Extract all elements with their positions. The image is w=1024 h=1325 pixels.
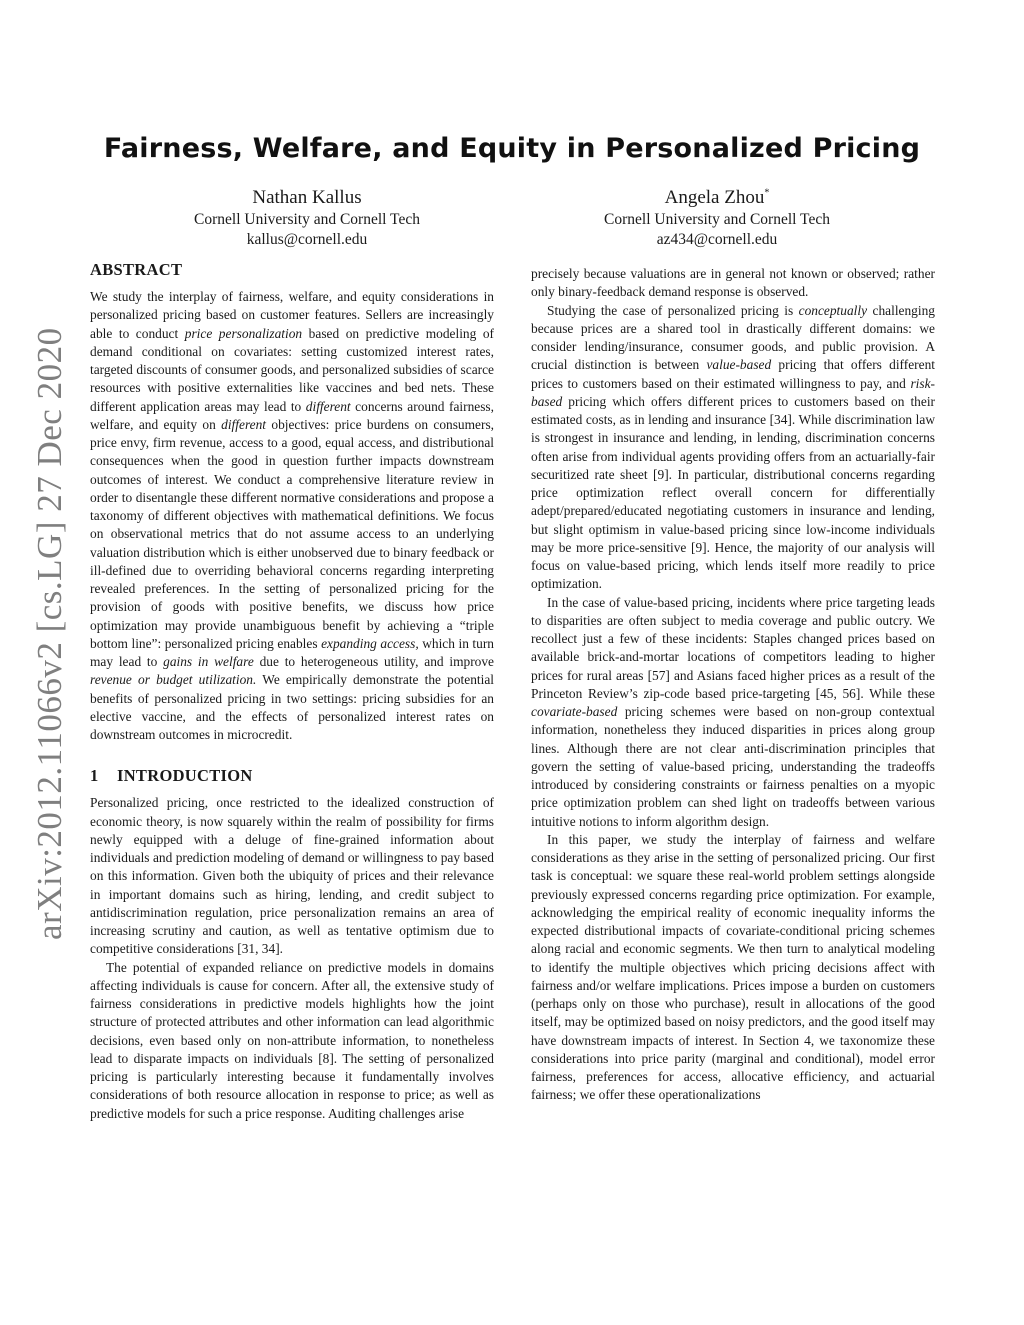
introduction-paragraph: The potential of expanded reliance on predictive models in domains affecting individuals is cause for concern. After all, the extensive study of fairness considerations in predictive models highlights how the joint structure of protected attributes and other information can lead algorithmic decisions, even based only on non-attribute information, to nonetheless lead to disparate impacts on individuals [8]. The setting of personalized pricing is particularly interesting because it fundamentally involves considerations of both resource allocation in response to price; as well as predictive models for such a price response. Auditing challenges arise bbox=[90, 959, 494, 1121]
abstract-text: We study the interplay of fairness, welfare, and equity considerations in personalized pricing based on customer features. Sellers are increasingly able to conduct price personalization based on predictive modeling of demand conditional on covariates: setting customized interest rates, targeted discounts of consumer goods, and personalized subsidies of scarce resources with positive externalities like vaccines and bed nets. These different application areas may lead to different concerns around fairness, welfare, and equity on different objectives: price burdens on consumers, price envy, firm revenue, access to a good, equal access, and distributional consequences when the good in question further impacts downstream outcomes of interest. We conduct a comprehensive literature review in order to disentangle these different normative considerations and propose a taxonomy of different objectives with mathematical definitions. We focus on observational metrics that do not assume access to an underlying valuation distribution which is either unobserved due to binary feedback or ill-defined due to overriding behavioral concerns regarding interpreting revealed preferences. In the setting of personalized pricing for the provision of goods with positive benefits, we discuss how price optimization may provide unambiguous benefit by achieving a “triple bottom line”: personalized pricing enables expanding access, which in turn may lead to gains in welfare due to heterogeneous utility, and improve revenue or budget utilization. We empirically demonstrate the potential benefits of personalized pricing in two settings: pricing subsidies for an elective vaccine, and the effects of personalized interest rates on downstream outcomes in microcredit. bbox=[90, 289, 495, 742]
abstract-heading: ABSTRACT bbox=[90, 260, 183, 279]
author-footnote-mark: * bbox=[764, 187, 770, 199]
author-name: Nathan Kallus bbox=[252, 187, 362, 208]
body-paragraph: Studying the case of personalized pricing is conceptually challenging because prices are a shared tool in drastically different domains: we consider lending/insurance, consumer goods, and public provision. A crucial distinction is between value-based pricing that offers different prices to customers based on their estimated willingness to pay, and risk-based pricing which offers different prices to customers based on their estimated costs, as in lending and insurance [34]. While discrimination law is strongest in insurance and lending, in lending, discrimination concerns often arise from individual agents providing offers from an actuarially-fair securitized rate sheet [9]. In particular, distributional concerns regarding price optimization reflect overall concern for differentially adept/prepared/educated negotiating customers in insurance and lending, but slight optimism in value-based pricing since low-income individuals may be more price-sensitive [9]. Hence, the majority of our analysis will focus on value-based pricing, which lends itself more readily to price optimization. bbox=[531, 302, 935, 592]
left-column bbox=[90, 260, 494, 1123]
author-email: az434@cornell.edu bbox=[656, 231, 778, 248]
continued-paragraph: precisely because valuations are in general not known or observed; rather only binary-feedback demand response is observed. bbox=[531, 266, 935, 300]
author-block-2 bbox=[527, 186, 907, 250]
author-affiliation: Cornell University and Cornell Tech bbox=[194, 211, 420, 228]
arxiv-identifier-stamp: arXiv:2012.11066v2 [cs.LG] 27 Dec 2020 bbox=[30, 327, 69, 940]
body-paragraph: In this paper, we study the interplay of fairness and welfare considerations as they arise in the setting of personalized pricing. Our first task is conceptual: we square these real-world problem settings alongside previously expressed concerns regarding price optimization. For example, acknowledging the empirical reality of economic inequality informs the expected distributional impacts of covariate-conditional pricing schemes along racial and economic segments. We then turn to analytical modeling to identify the multiple objectives which pricing decisions affect with fairness and/or welfare implications. Prices impose a burden on customers (perhaps only on those who purchase), result in allocations of the good itself, may be optimized based on noisy predictors, and the good itself may have downstream impacts of interest. In Section 4, we taxonomize these considerations into price parity (marginal and conditional), model error fairness, preferences for access, allocative efficiency, and actuarial fairness; we offer these operationalizations bbox=[531, 831, 935, 1103]
author-email: kallus@cornell.edu bbox=[246, 231, 368, 248]
paper-title: Fairness, Welfare, and Equity in Personalized Pricing bbox=[103, 133, 921, 164]
author-name: Angela Zhou* bbox=[664, 187, 770, 208]
introduction-paragraph: Personalized pricing, once restricted to the idealized construction of economic theory, is now squarely within the realm of possibility for firms newly equipped with a deluge of fine-grained information about individuals and prediction modeling of demand or willingness to pay based on this information. Given both the ubiquity of prices and their relevance in important domains such as hiring, lending, and credit subject to antidiscrimination regulation, price personalization remains an area of increasing scrutiny and caution, as well as tentative optimism due to competitive considerations [31, 34]. bbox=[90, 795, 494, 957]
introduction-heading: 1 INTRODUCTION bbox=[90, 766, 253, 786]
author-block-1 bbox=[117, 186, 497, 250]
section-number: 1 bbox=[90, 766, 99, 786]
right-column bbox=[531, 265, 935, 1105]
body-paragraph: In the case of value-based pricing, incidents where price targeting leads to disparities are often subject to media coverage and public outcry. We recollect just a few of these incidents: Staples changed prices based on available brick-and-mortar locations of competitors leading to higher prices for rural areas [57] and Asians faced higher prices as a result of the Princeton Review’s zip-code based price-targeting [45, 56]. While these covariate-based pricing schemes were based on non-group contextual information, nonetheless they induced disparities in prices along group lines. Although there are not clear anti-discrimination principles that govern the setting of value-based pricing, understanding the tradeoffs introduced by considering constraints or fairness penalties on a myopic price optimization problem can shed light on tradeoffs between various intuitive notions to inform algorithm design. bbox=[531, 594, 935, 829]
author-affiliation: Cornell University and Cornell Tech bbox=[604, 211, 830, 228]
